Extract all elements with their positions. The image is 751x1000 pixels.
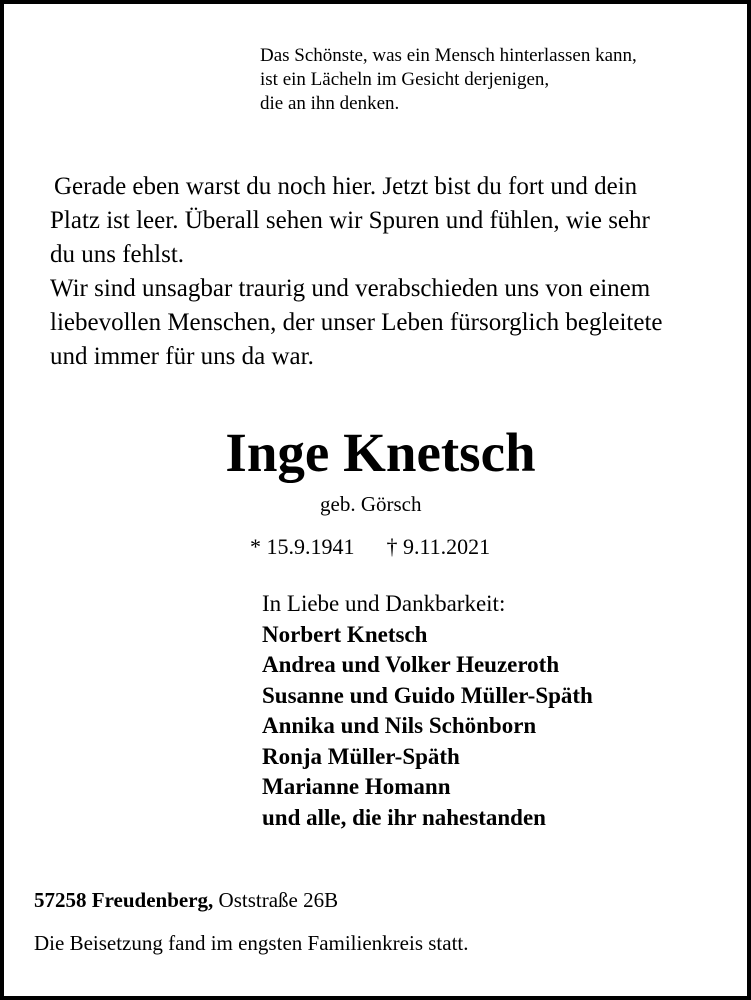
birth-date: * 15.9.1941 xyxy=(250,534,355,559)
intro-text xyxy=(50,170,663,374)
intro-line: du uns fehlst. xyxy=(50,241,185,268)
quote-line: Das Schönste, was ein Mensch hinterlassen kann, xyxy=(260,45,637,66)
mourner-name: und alle, die ihr nahestanden xyxy=(262,804,546,830)
mourner-name: Ronja Müller-Späth xyxy=(262,743,460,769)
intro-line: Wir sind unsagbar traurig und verabschieden uns von einem xyxy=(50,275,651,302)
family-address xyxy=(34,886,338,914)
mourners-lead: In Liebe und Dankbarkeit: xyxy=(262,591,506,616)
death-date: † 9.11.2021 xyxy=(386,534,491,559)
intro-line: Platz ist leer. Überall sehen wir Spuren und fühlen, wie sehr xyxy=(50,207,650,234)
address-street: Oststraße 26B xyxy=(218,888,339,912)
mourner-name: Susanne und Guido Müller-Späth xyxy=(262,682,593,708)
quote-line: ist ein Lächeln im Gesicht derjenigen, xyxy=(260,69,550,90)
address-city: 57258 Freudenberg, xyxy=(34,888,214,912)
memorial-quote xyxy=(260,44,637,116)
mourner-name: Norbert Knetsch xyxy=(262,621,428,647)
deceased-name: Inge Knetsch xyxy=(225,422,536,483)
mourners-list xyxy=(262,589,593,833)
intro-line: Gerade eben warst du noch hier. Jetzt bist du fort und dein xyxy=(54,173,638,200)
mourner-name: Annika und Nils Schönborn xyxy=(262,713,537,738)
quote-line: die an ihn denken. xyxy=(260,93,400,114)
birth-name: geb. Görsch xyxy=(320,492,422,516)
mourner-name: Andrea und Volker Heuzeroth xyxy=(262,652,560,677)
intro-line: liebevollen Menschen, der unser Leben fürsorglich begleitete xyxy=(50,309,663,336)
life-dates xyxy=(250,532,490,562)
intro-line: und immer für uns da war. xyxy=(50,343,314,370)
burial-note: Die Beisetzung fand im engsten Familienkreis statt. xyxy=(34,931,469,955)
mourner-name: Marianne Homann xyxy=(262,774,451,799)
